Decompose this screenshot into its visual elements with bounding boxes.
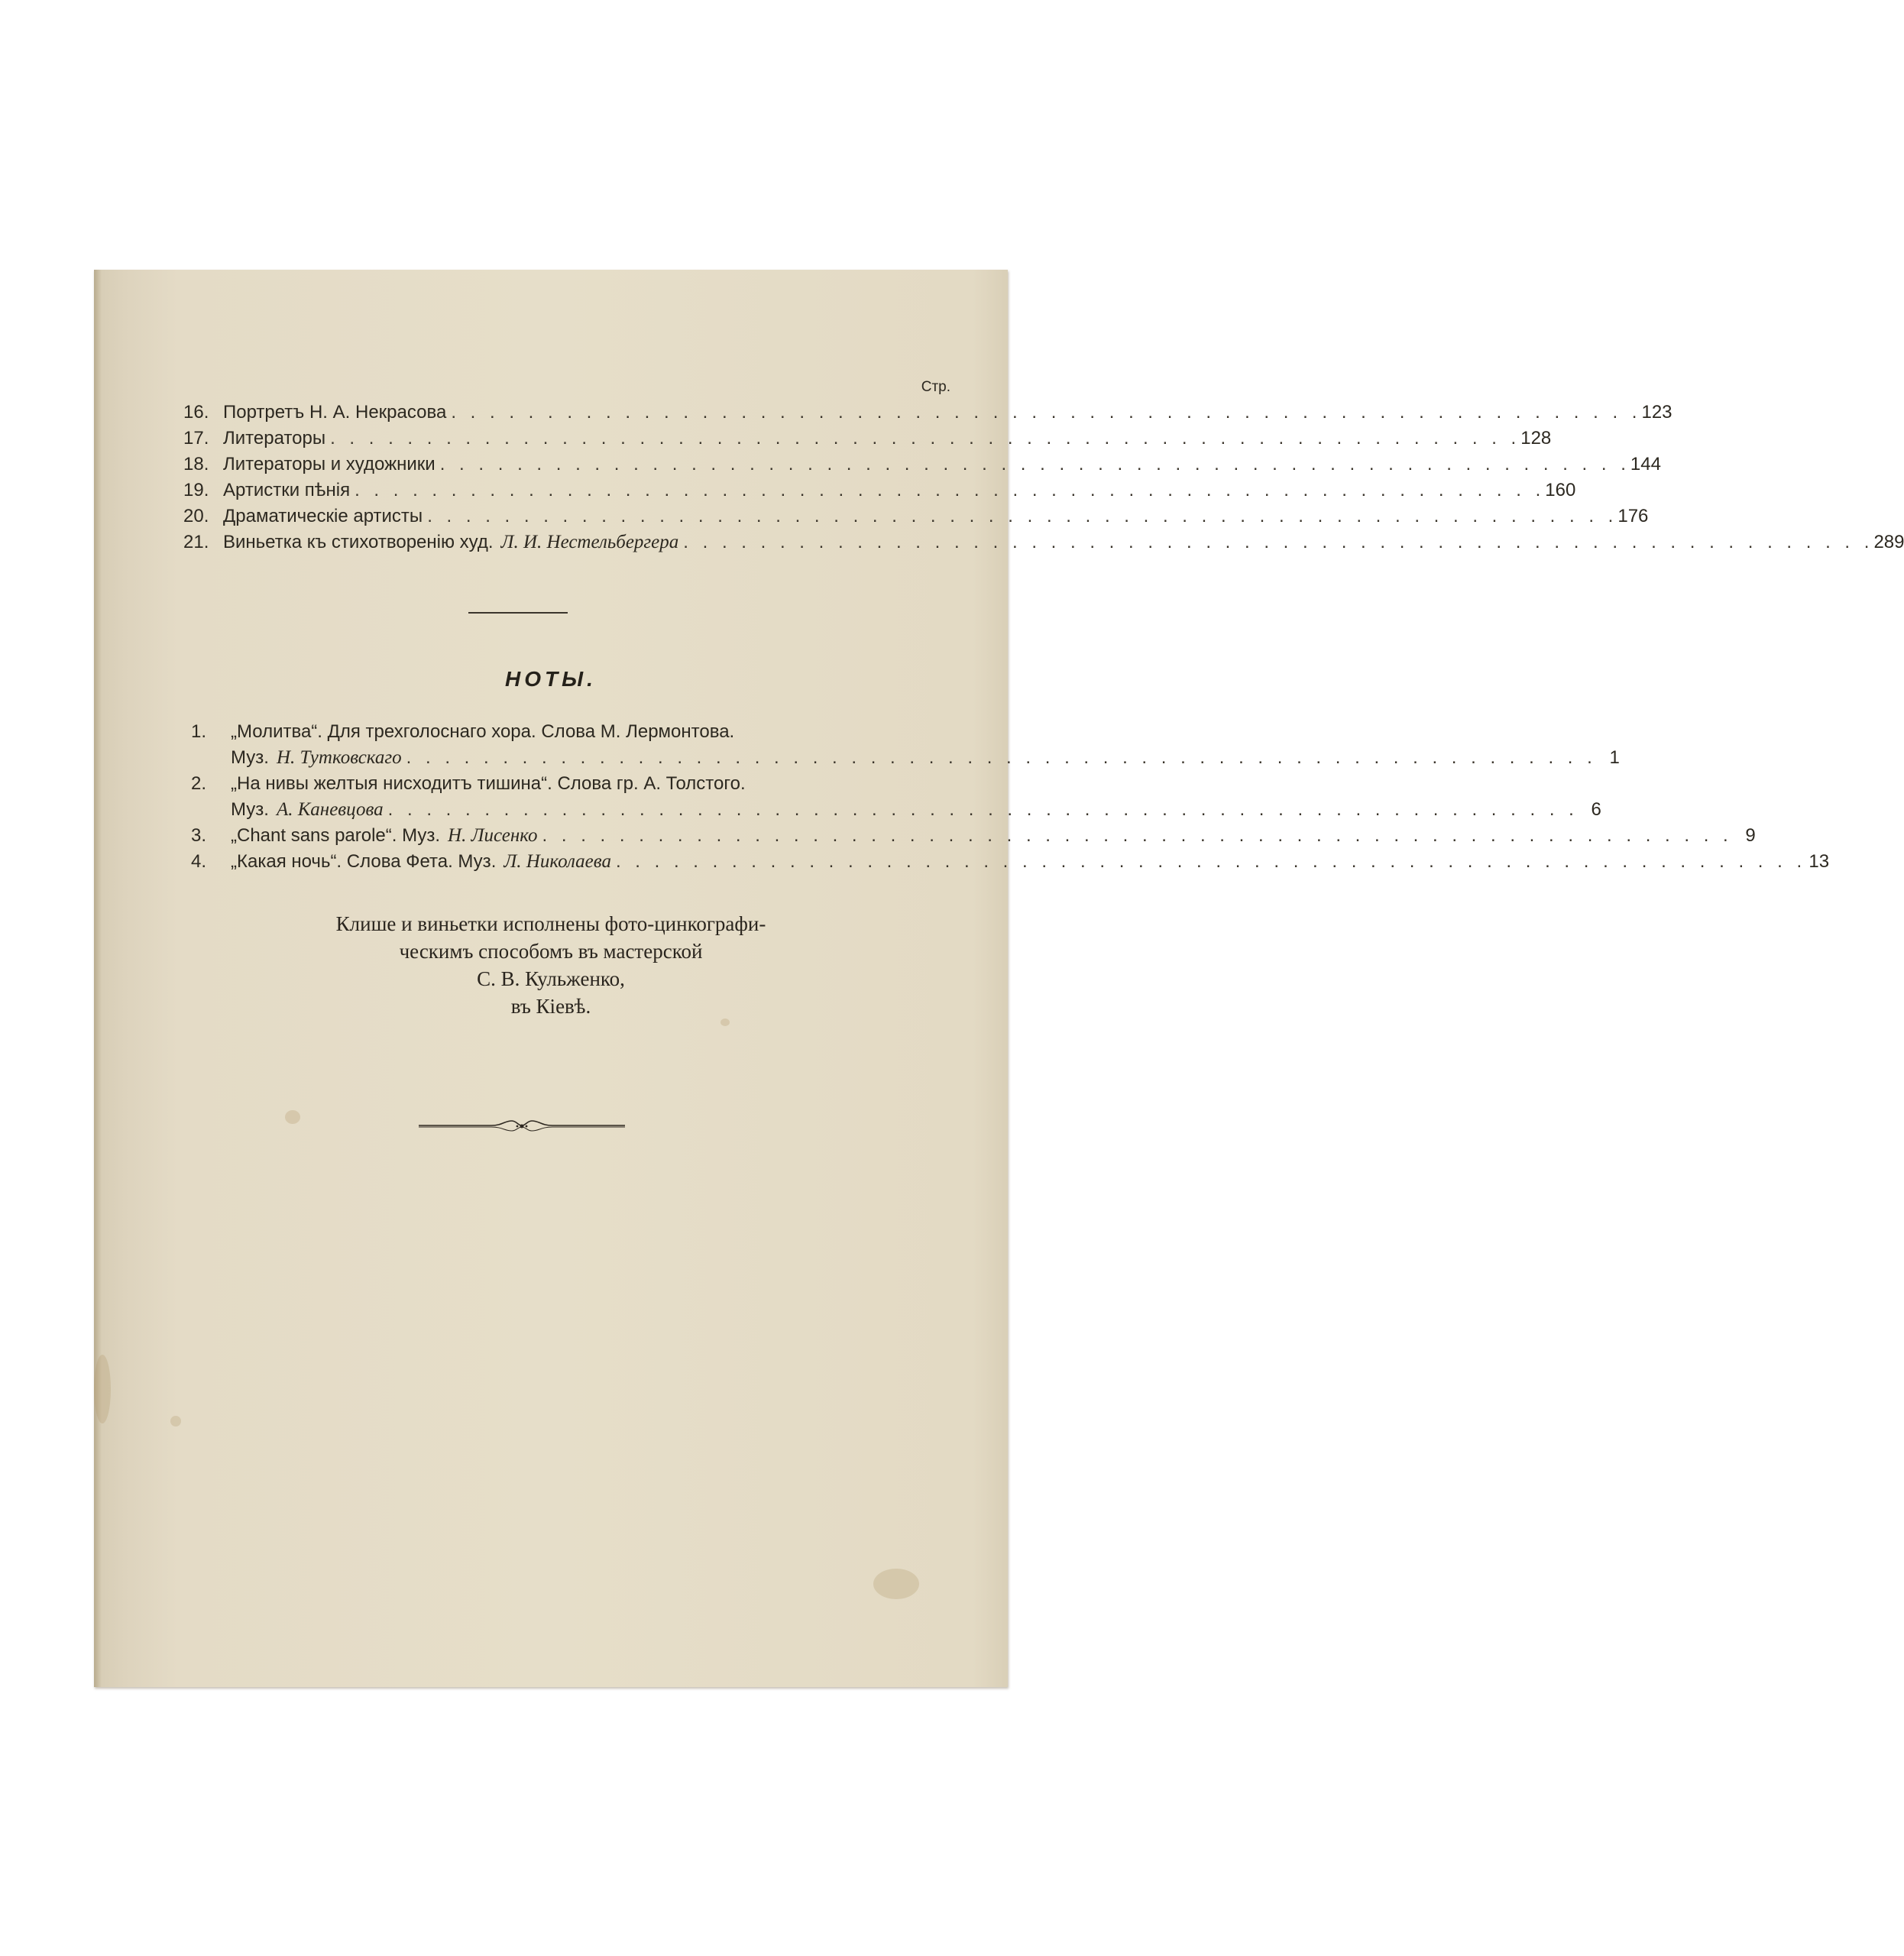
notes-title: „Молитва“. Для трехголоснаго хора. Слова М. Лермонтова. (231, 721, 735, 742)
notes-title: „Какая ночь“. Слова Фета. Муз. (231, 851, 497, 872)
notes-page: 1 (1609, 747, 1620, 768)
toc-title: Драматическіе артисты (223, 506, 423, 526)
colophon-line: С. В. Кульженко, (477, 967, 625, 990)
colophon-line: ческимъ способомъ въ мастерской (399, 940, 703, 963)
toc-row (183, 400, 1672, 426)
notes-composer: Н. Тутковскаго (276, 747, 402, 768)
toc-row (183, 504, 1649, 529)
dot-leader: . . . . . . . . . . . . . . . . . . . . . . . . . . . . . . . . . . . . . . . . . . . . . . . . . . . . . . . . . . . . . . (427, 506, 1618, 526)
section-divider (468, 612, 568, 614)
notes-page: 9 (1745, 825, 1756, 846)
dot-leader: . . . . . . . . . . . . . . . . . . . . . . . . . . . . . . . . . . . . . . . . . . . . . . . . . . . . . . . . . . . . . . (406, 747, 1597, 768)
toc-page: 176 (1617, 506, 1649, 526)
notes-title: „Chant sans parole“. Муз. (231, 825, 441, 846)
foxing-stain (170, 1416, 181, 1427)
notes-row-continuation (191, 745, 1620, 771)
notes-row (191, 823, 1756, 849)
toc-row (183, 478, 1576, 504)
notes-row-continuation (191, 797, 1601, 823)
toc-row (183, 529, 1904, 555)
notes-composer: Л. Николаева (504, 851, 611, 872)
toc-page: 289 (1873, 532, 1904, 552)
notes-row (191, 849, 1830, 875)
foxing-stain (285, 1110, 300, 1124)
section-title: НОТЫ. (505, 667, 597, 691)
notes-prefix: Муз. (231, 747, 269, 768)
toc-page: 128 (1520, 428, 1552, 449)
toc-title: Литераторы (223, 428, 326, 449)
toc-row (183, 426, 1552, 452)
toc-number: 20. (183, 506, 209, 526)
dot-leader: . . . . . . . . . . . . . . . . . . . . . . . . . . . . . . . . . . . . . . . . . . . . . . . . . . . . . . . . . . . . . . (439, 454, 1630, 474)
toc-title: Портретъ Н. А. Некрасова (223, 402, 447, 423)
toc-title: Виньетка къ стихотворенію худ. (223, 532, 494, 552)
toc-page: 123 (1641, 402, 1672, 423)
toc-page: 144 (1630, 454, 1661, 474)
illustrations-list (183, 378, 1904, 555)
colophon-line: Клише и виньетки исполнены фото-цинкографи- (335, 912, 766, 935)
dot-leader: . . . . . . . . . . . . . . . . . . . . . . . . . . . . . . . . . . . . . . . . . . . . . . . . . . . . . . . . . . . . . . (683, 532, 1874, 552)
book-page (94, 270, 1904, 1687)
toc-number: 16. (183, 402, 209, 423)
notes-composer: Н. Лисенко (448, 825, 538, 846)
toc-page: 160 (1545, 480, 1576, 500)
notes-number: 4. (191, 851, 207, 872)
notes-number: 2. (191, 773, 207, 794)
dot-leader: . . . . . . . . . . . . . . . . . . . . . . . . . . . . . . . . . . . . . . . . . . . . . . . . . . . . . . . . . . . . . . (387, 799, 1579, 820)
toc-author: Л. И. Нестельбергера (500, 532, 679, 552)
toc-number: 19. (183, 480, 209, 500)
ornament-flourish (419, 1114, 625, 1137)
toc-title: Артистки пѣнія (223, 480, 351, 500)
dot-leader: . . . . . . . . . . . . . . . . . . . . . . . . . . . . . . . . . . . . . . . . . . . . . . . . . . . . . . . . . . . . . . (330, 428, 1521, 449)
notes-number: 3. (191, 825, 207, 846)
dot-leader: . . . . . . . . . . . . . . . . . . . . . . . . . . . . . . . . . . . . . . . . . . . . . . . . . . . . . . . . . . . . . . (615, 851, 1807, 872)
toc-row (183, 452, 1661, 478)
notes-row (191, 719, 955, 745)
notes-page: 13 (1808, 851, 1830, 872)
dot-leader: . . . . . . . . . . . . . . . . . . . . . . . . . . . . . . . . . . . . . . . . . . . . . . . . . . . . . . . . . . . . . . (542, 825, 1733, 846)
notes-composer: А. Каневцова (276, 799, 384, 820)
foxing-stain (94, 1355, 111, 1423)
notes-row (191, 771, 955, 797)
notes-number: 1. (191, 721, 207, 742)
dot-leader: . . . . . . . . . . . . . . . . . . . . . . . . . . . . . . . . . . . . . . . . . . . . . . . . . . . . . . . . . . . . . . (451, 402, 1642, 423)
music-list (191, 719, 1830, 875)
foxing-stain (873, 1569, 919, 1599)
toc-title: Литераторы и художники (223, 454, 436, 474)
toc-number: 18. (183, 454, 209, 474)
toc-number: 21. (183, 532, 209, 552)
colophon (94, 910, 1008, 1020)
notes-title: „На нивы желтыя нисходитъ тишина“. Слова гр. А. Толстого. (231, 773, 746, 794)
notes-page: 6 (1591, 799, 1601, 820)
dot-leader: . . . . . . . . . . . . . . . . . . . . . . . . . . . . . . . . . . . . . . . . . . . . . . . . . . . . . . . . . . . . . . (355, 480, 1546, 500)
colophon-line: въ Кіевѣ. (510, 995, 591, 1018)
page-column-header: Стр. (921, 379, 950, 395)
toc-number: 17. (183, 428, 209, 449)
notes-prefix: Муз. (231, 799, 269, 820)
